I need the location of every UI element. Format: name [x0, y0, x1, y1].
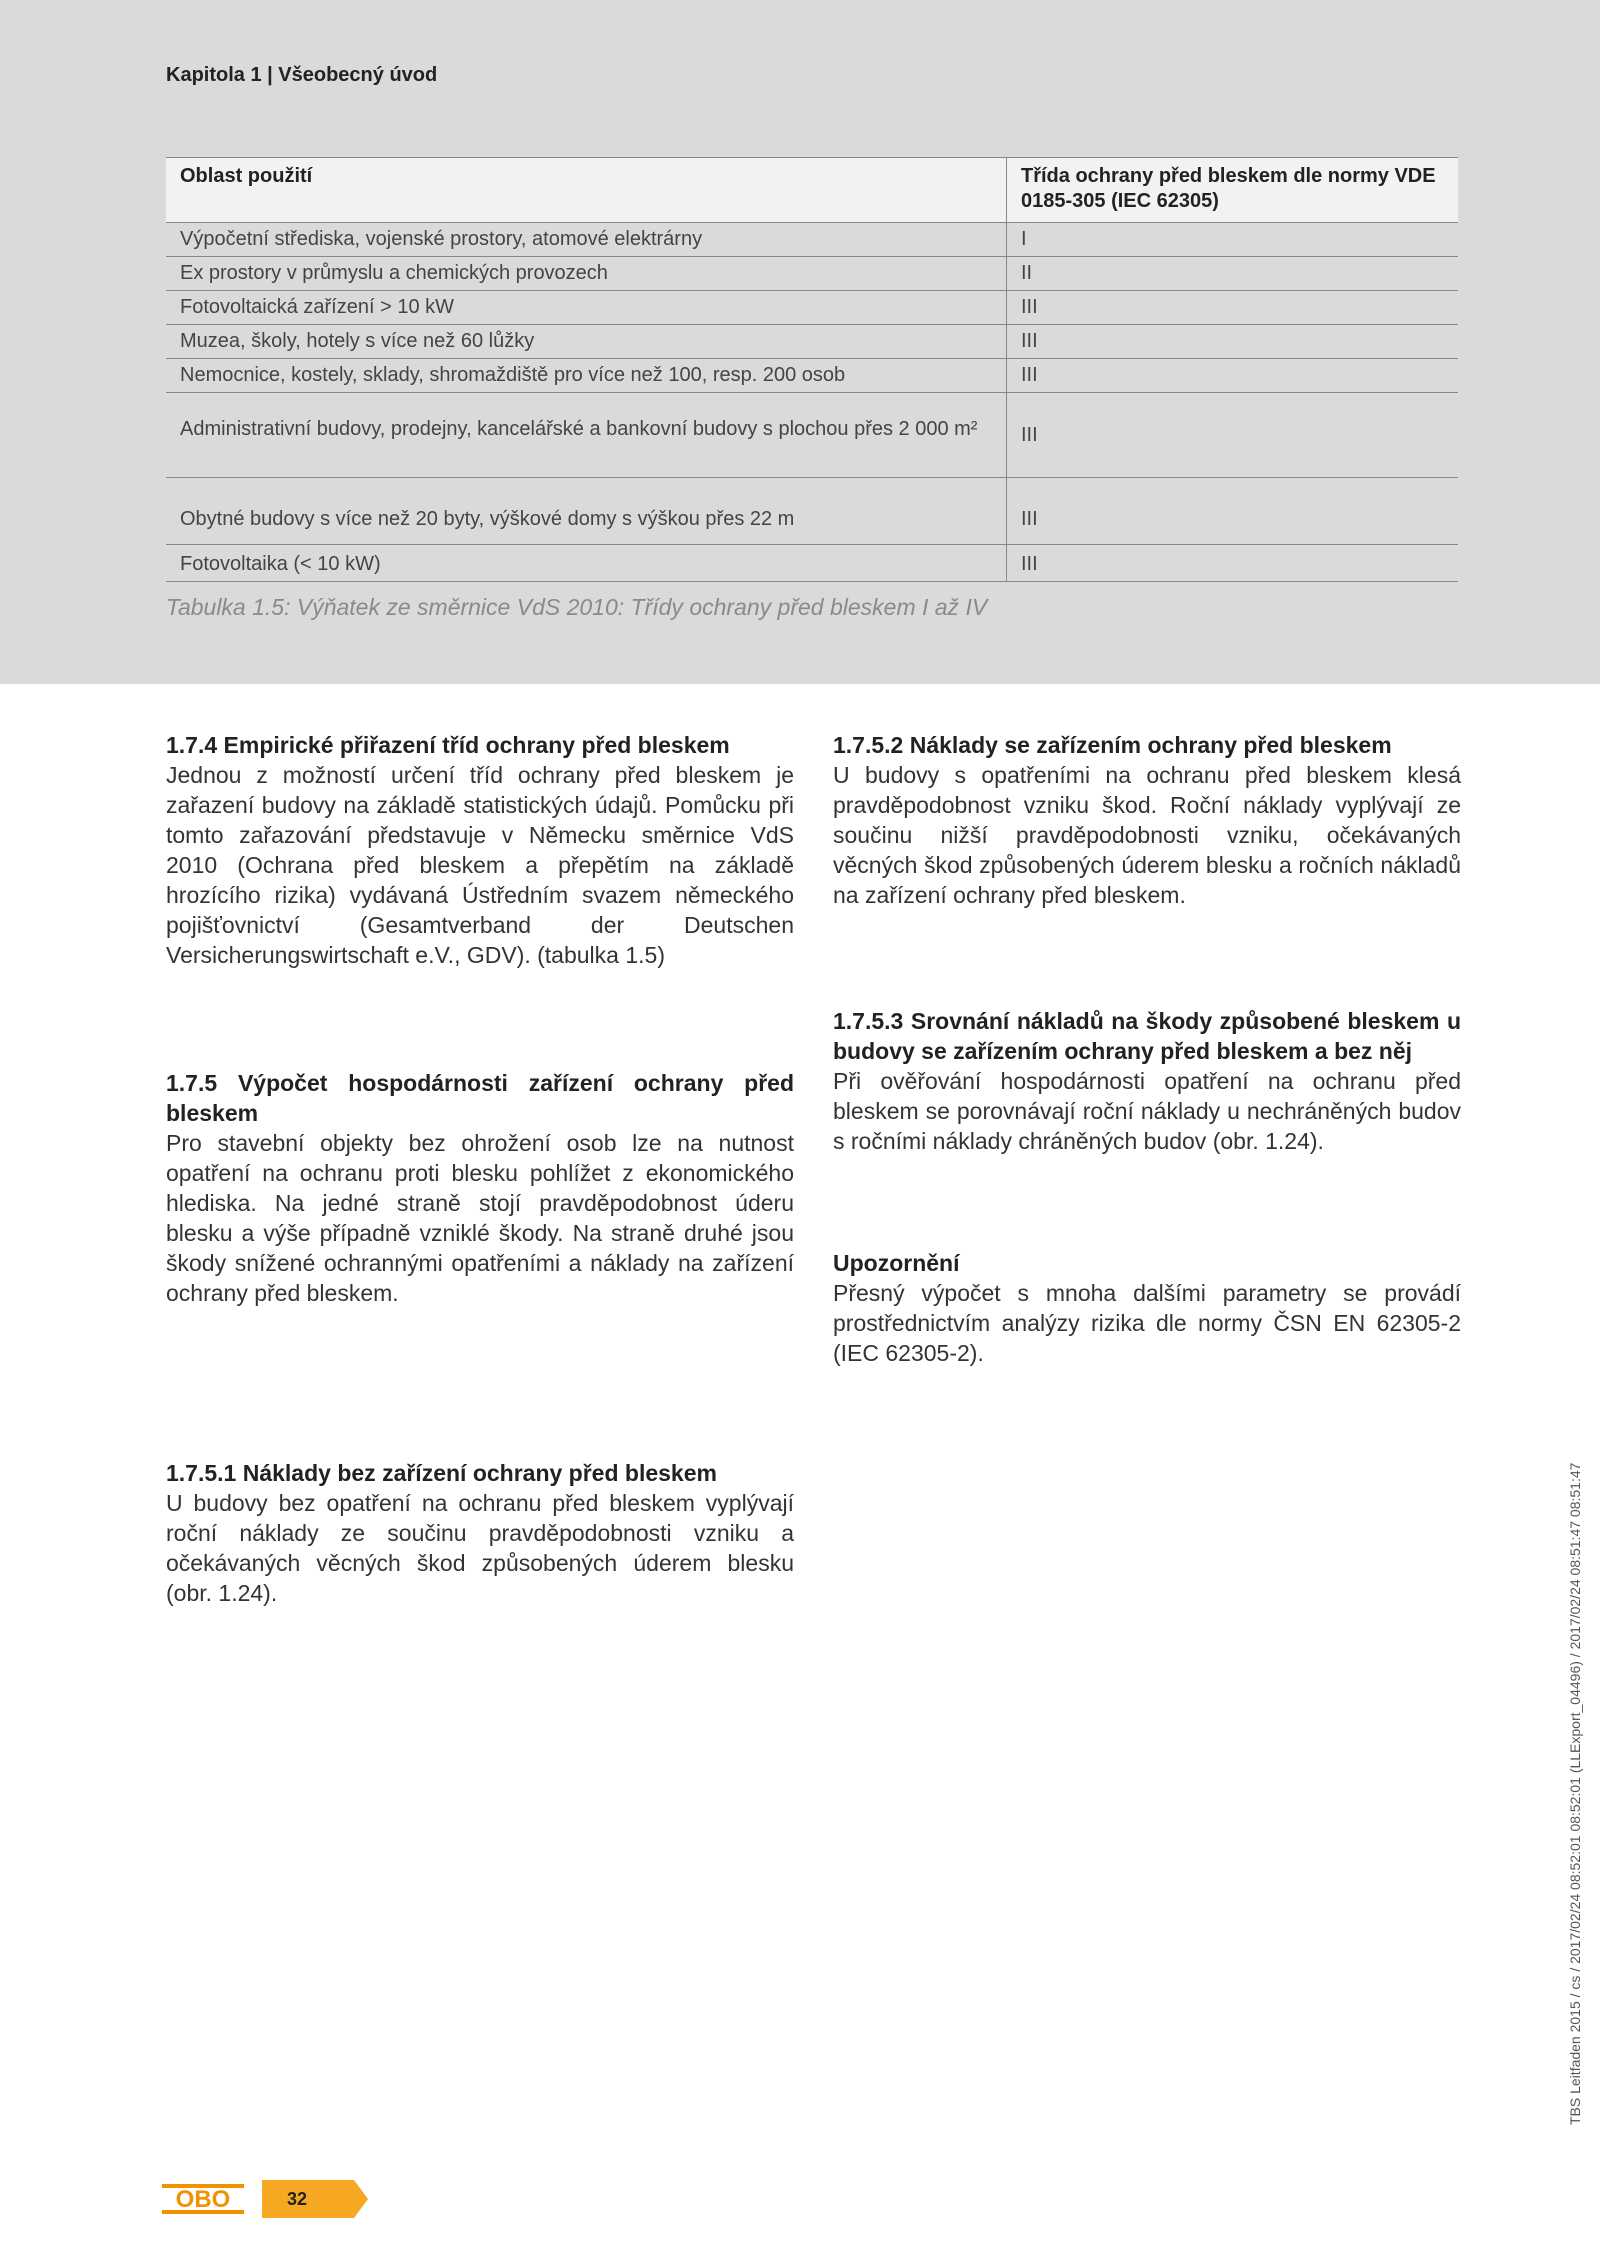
table-cell: Nemocnice, kostely, sklady, shromaždiště pro více než 100, resp. 200 osob: [166, 359, 1007, 393]
table-cell: III: [1007, 393, 1459, 478]
table-cell: Obytné budovy s více než 20 byty, výškové domy s výškou přes 22 m: [166, 478, 1007, 545]
table-cell: [166, 393, 1007, 478]
table-cell: III: [1007, 478, 1459, 545]
table-row: [166, 325, 1458, 359]
section-1-7-4: [166, 730, 794, 970]
section-1-7-5-1: [166, 1458, 794, 1608]
obo-logo: [162, 2184, 244, 2214]
section-heading: 1.7.5.2 Náklady se zařízením ochrany před bleskem: [833, 732, 1392, 758]
section-1-7-5: [166, 1068, 794, 1308]
section-body: Jednou z možností určení tříd ochrany před bleskem je zařazení budovy na základě statistických údajů. Pomůcku při tomto zařazování představuje v Německu směrnice VdS 2010 (Ochrana před bleskem a přepětím na základě hrozícího rizika) vydávaná Ústředním svazem německého pojišťovnictví (Gesamtverband der Deutschen Versicherungswirtschaft e.V., GDV). (tabulka 1.5): [166, 762, 794, 968]
protection-class-table: [166, 157, 1458, 582]
table-cell: Fotovoltaická zařízení > 10 kW: [166, 291, 1007, 325]
table-row: [166, 257, 1458, 291]
section-1-7-5-3: [833, 1006, 1461, 1156]
table-cell: III: [1007, 545, 1459, 582]
section-heading: 1.7.5.1 Náklady bez zařízení ochrany před bleskem: [166, 1460, 717, 1486]
section-body: Pro stavební objekty bez ohrožení osob lze na nutnost opatření na ochranu proti blesku pohlížet z ekonomického hlediska. Na jedné straně stojí pravděpodobnost úderu blesku a výše případně vzniklé škody. Na straně druhé jsou škody snížené ochrannými opatřeními a náklady na zařízení ochrany před bleskem.: [166, 1130, 794, 1306]
section-body: U budovy s opatřeními na ochranu před bleskem klesá pravděpodobnost vzniku škod. Roční náklady vyplývají ze součinu nižší pravděpodobnosti vzniku, očekávaných věcných škod způsobených úderem blesku a ročních nákladů na zařízení ochrany před bleskem.: [833, 762, 1461, 908]
table-header-area: Oblast použití: [166, 158, 1007, 223]
table-header-class: Třída ochrany před bleskem dle normy VDE 0185-305 (IEC 62305): [1007, 158, 1459, 223]
svg-text:OBO: OBO: [175, 2186, 231, 2213]
table-cell: Fotovoltaika (< 10 kW): [166, 545, 1007, 582]
table-caption: Tabulka 1.5: Výňatek ze směrnice VdS 2010: Třídy ochrany před bleskem I až IV: [166, 594, 988, 620]
table-cell: Ex prostory v průmyslu a chemických provozech: [166, 257, 1007, 291]
table-cell: III: [1007, 291, 1459, 325]
table-cell: I: [1007, 223, 1459, 257]
note-heading: Upozornění: [833, 1250, 960, 1276]
section-heading: 1.7.5.3 Srovnání nákladů na škody způsobené bleskem u budovy se zařízením ochrany před bleskem a bez něj: [833, 1008, 1461, 1064]
section-heading: 1.7.4 Empirické přiřazení tříd ochrany před bleskem: [166, 732, 730, 758]
table-row: [166, 223, 1458, 257]
table-row: [166, 478, 1458, 545]
table-cell: Muzea, školy, hotely s více než 60 lůžky: [166, 325, 1007, 359]
print-metadata-text: TBS Leitfaden 2015 / cs / 2017/02/24 08:52:01 08:52:01 (LLExport_04496) / 2017/02/24 08:51:47 08:51:47: [1567, 1462, 1583, 2125]
table-cell: III: [1007, 325, 1459, 359]
table-row: [166, 291, 1458, 325]
note-section: [833, 1248, 1461, 1368]
table-row: [166, 545, 1458, 582]
chapter-title: Kapitola 1 | Všeobecný úvod: [166, 64, 438, 86]
section-body: Při ověřování hospodárnosti opatření na ochranu před bleskem se porovnávají roční náklady u nechráněných budov s ročními náklady chráněných budov (obr. 1.24).: [833, 1068, 1461, 1154]
table-row: [166, 359, 1458, 393]
note-body: Přesný výpočet s mnoha dalšími parametry se provádí prostřednictvím analýzy rizika dle normy ČSN EN 62305-2 (IEC 62305-2).: [833, 1280, 1461, 1366]
section-1-7-5-2: [833, 730, 1461, 910]
table-cell: III: [1007, 359, 1459, 393]
table-header-row: [166, 158, 1458, 223]
section-heading: 1.7.5 Výpočet hospodárnosti zařízení ochrany před bleskem: [166, 1070, 794, 1126]
section-body: U budovy bez opatření na ochranu před bleskem vyplývají roční náklady ze součinu pravděpodobnosti vzniku a očekávaných věcných škod způsobených úderem blesku (obr. 1.24).: [166, 1490, 794, 1606]
table-cell: II: [1007, 257, 1459, 291]
table-row: [166, 393, 1458, 478]
page-number: 32: [286, 2189, 308, 2209]
table-cell: Výpočetní střediska, vojenské prostory, atomové elektrárny: [166, 223, 1007, 257]
table-cell-text: Administrativní budovy, prodejny, kancelářské a bankovní budovy s plochou přes 2 000 m²: [180, 418, 978, 440]
